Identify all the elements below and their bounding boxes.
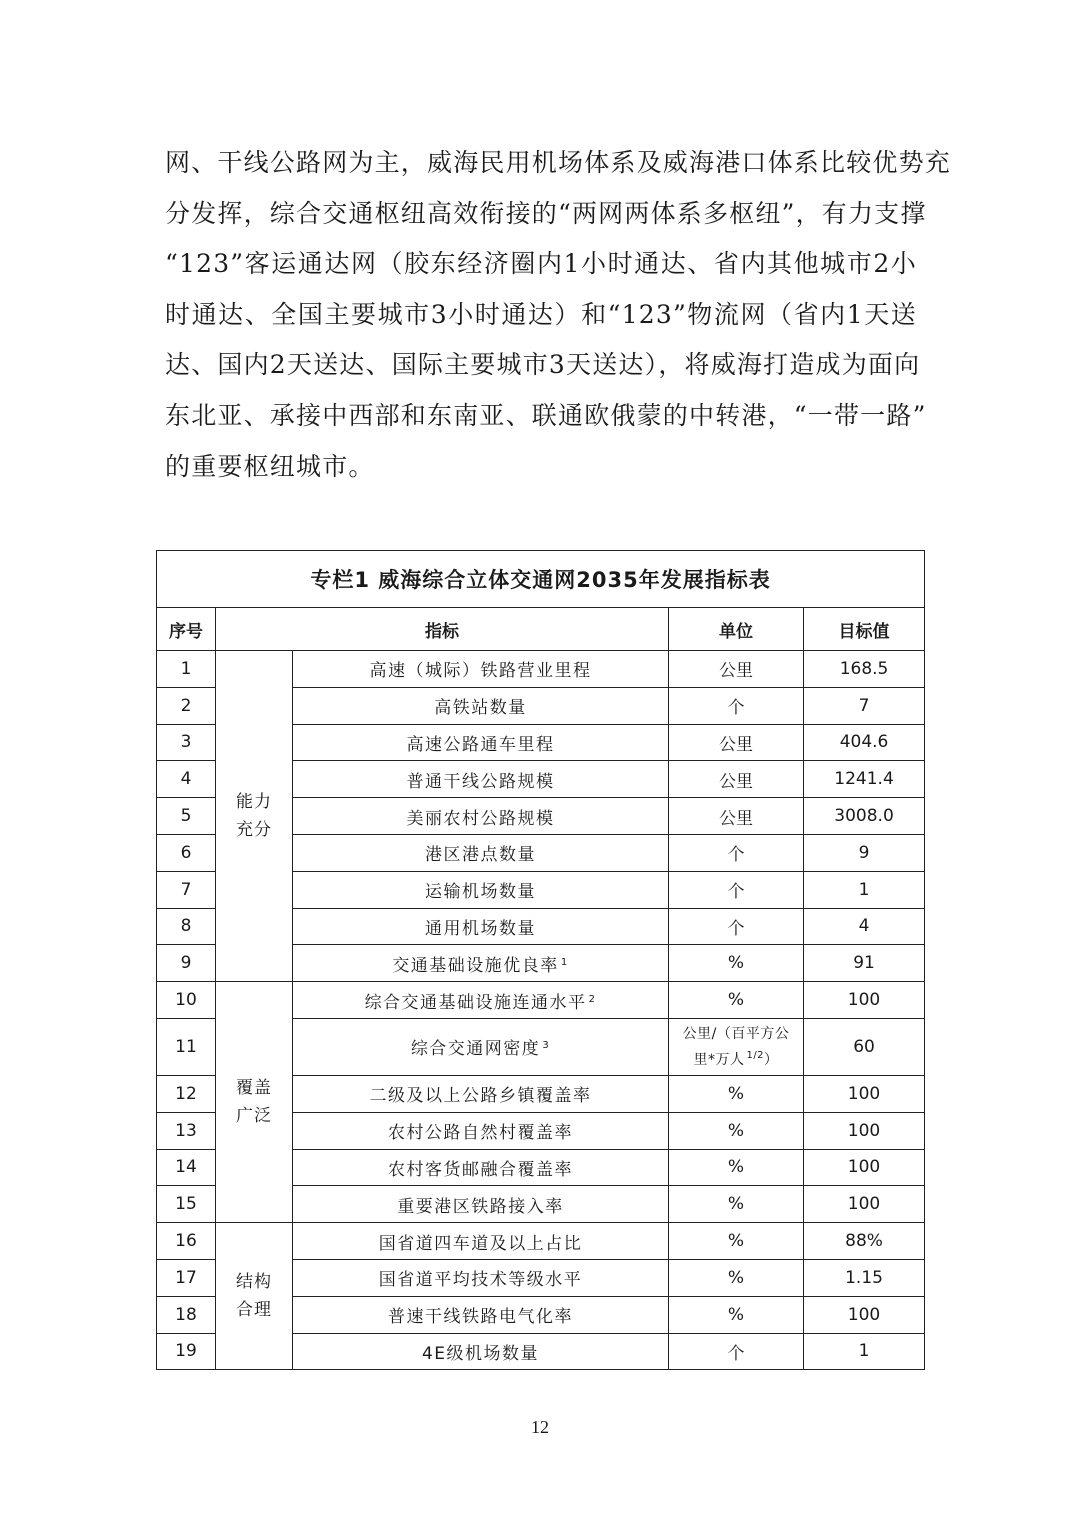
- indicator-table: [156, 550, 925, 1370]
- table-row: [157, 651, 925, 688]
- row-unit: %: [669, 945, 804, 982]
- row-value: 100: [804, 1112, 925, 1149]
- paragraph-line: 时通达、全国主要城市3小时通达）和“123”物流网（省内1天送: [165, 299, 917, 329]
- table-row: [157, 982, 925, 1019]
- row-indicator: 国省道四车道及以上占比: [293, 1223, 669, 1260]
- table-title: 专栏1 威海综合立体交通网2035年发展指标表: [157, 551, 925, 608]
- row-value: 1: [804, 871, 925, 908]
- row-indicator: 交通基础设施优良率 $^1$: [293, 945, 669, 982]
- row-unit: 公里: [669, 761, 804, 798]
- row-indicator: 高速公路通车里程: [293, 724, 669, 761]
- row-unit: 公里/（百平方公 里*万人 $^{1/2}$）: [669, 1018, 804, 1075]
- row-indicator: 农村公路自然村覆盖率: [293, 1112, 669, 1149]
- page-number: 12: [531, 1417, 549, 1437]
- row-no: 19: [157, 1333, 216, 1370]
- row-value: 100: [804, 1186, 925, 1223]
- row-indicator: 二级及以上公路乡镇覆盖率: [293, 1075, 669, 1112]
- row-no: 13: [157, 1112, 216, 1149]
- row-no: 1: [157, 651, 216, 688]
- footnote-mark: 1: [560, 956, 569, 968]
- row-no: 9: [157, 945, 216, 982]
- row-value: 1241.4: [804, 761, 925, 798]
- footnote-mark: 2: [588, 993, 597, 1005]
- row-unit: %: [669, 1223, 804, 1260]
- header-no: 序号: [157, 608, 216, 651]
- row-unit: 个: [669, 687, 804, 724]
- row-value: 100: [804, 1075, 925, 1112]
- row-value: 100: [804, 982, 925, 1019]
- row-value: 100: [804, 1296, 925, 1333]
- row-indicator: 4E级机场数量: [293, 1333, 669, 1370]
- row-value: 4: [804, 908, 925, 945]
- row-no: 10: [157, 982, 216, 1019]
- row-no: 3: [157, 724, 216, 761]
- row-indicator: 普通干线公路规模: [293, 761, 669, 798]
- row-indicator: 高铁站数量: [293, 687, 669, 724]
- paragraph-line: 的重要枢纽城市。: [165, 451, 375, 481]
- row-unit: %: [669, 1296, 804, 1333]
- row-indicator: 港区港点数量: [293, 834, 669, 871]
- row-no: 8: [157, 908, 216, 945]
- paragraph-line: 达、国内2天送达、国际主要城市3天送达），将威海打造成为面向: [165, 350, 921, 380]
- row-indicator: 通用机场数量: [293, 908, 669, 945]
- row-unit: 个: [669, 834, 804, 871]
- row-unit: 个: [669, 871, 804, 908]
- row-unit: 个: [669, 1333, 804, 1370]
- row-unit: 个: [669, 908, 804, 945]
- row-no: 17: [157, 1259, 216, 1296]
- row-unit: %: [669, 1075, 804, 1112]
- body-paragraph: [165, 138, 952, 492]
- row-indicator: 综合交通基础设施连通水平 $^2$: [293, 982, 669, 1019]
- row-no: 12: [157, 1075, 216, 1112]
- row-no: 2: [157, 687, 216, 724]
- row-unit: 公里: [669, 651, 804, 688]
- row-no: 7: [157, 871, 216, 908]
- row-no: 11: [157, 1018, 216, 1075]
- row-value: 168.5: [804, 651, 925, 688]
- header-indicator: 指标: [216, 608, 669, 651]
- paragraph-line: 东北亚、承接中西部和东南亚、联通欧俄蒙的中转港，“一带一路”: [165, 400, 927, 430]
- row-indicator: 国省道平均技术等级水平: [293, 1259, 669, 1296]
- row-unit: %: [669, 982, 804, 1019]
- row-unit: %: [669, 1149, 804, 1186]
- row-indicator: 美丽农村公路规模: [293, 798, 669, 835]
- row-value: 9: [804, 834, 925, 871]
- table-row: [157, 1223, 925, 1260]
- row-value: 404.6: [804, 724, 925, 761]
- row-unit: %: [669, 1112, 804, 1149]
- row-value: 88%: [804, 1223, 925, 1260]
- paragraph-line: 分发挥，综合交通枢纽高效衔接的“两网两体系多枢纽”，有力支撑: [165, 198, 927, 228]
- row-unit: 公里: [669, 798, 804, 835]
- row-value: 60: [804, 1018, 925, 1075]
- row-indicator: 农村客货邮融合覆盖率: [293, 1149, 669, 1186]
- row-value: 7: [804, 687, 925, 724]
- row-indicator: 综合交通网密度 $^3$: [293, 1018, 669, 1075]
- row-indicator: 高速（城际）铁路营业里程: [293, 651, 669, 688]
- paragraph-line: “123”客运通达网（胶东经济圈内1小时通达、省内其他城市2小: [165, 249, 917, 279]
- category-structure: 结构 合理: [216, 1223, 293, 1370]
- header-target: 目标值: [804, 608, 925, 651]
- row-unit: 公里: [669, 724, 804, 761]
- row-value: 1.15: [804, 1259, 925, 1296]
- paragraph-line: 网、干线公路网为主，威海民用机场体系及威海港口体系比较优势充: [165, 148, 952, 177]
- row-no: 15: [157, 1186, 216, 1223]
- row-no: 16: [157, 1223, 216, 1260]
- row-value: 91: [804, 945, 925, 982]
- row-indicator: 重要港区铁路接入率: [293, 1186, 669, 1223]
- row-value: 1: [804, 1333, 925, 1370]
- row-no: 18: [157, 1296, 216, 1333]
- row-indicator: 普速干线铁路电气化率: [293, 1296, 669, 1333]
- category-coverage: 覆盖 广泛: [216, 982, 293, 1223]
- header-unit: 单位: [669, 608, 804, 651]
- row-value: 3008.0: [804, 798, 925, 835]
- row-value: 100: [804, 1149, 925, 1186]
- category-capacity: 能力 充分: [216, 651, 293, 982]
- row-no: 5: [157, 798, 216, 835]
- row-unit: %: [669, 1259, 804, 1296]
- row-no: 14: [157, 1149, 216, 1186]
- row-indicator: 运输机场数量: [293, 871, 669, 908]
- row-unit: %: [669, 1186, 804, 1223]
- row-no: 4: [157, 761, 216, 798]
- row-no: 6: [157, 834, 216, 871]
- footnote-mark: 3: [542, 1040, 551, 1052]
